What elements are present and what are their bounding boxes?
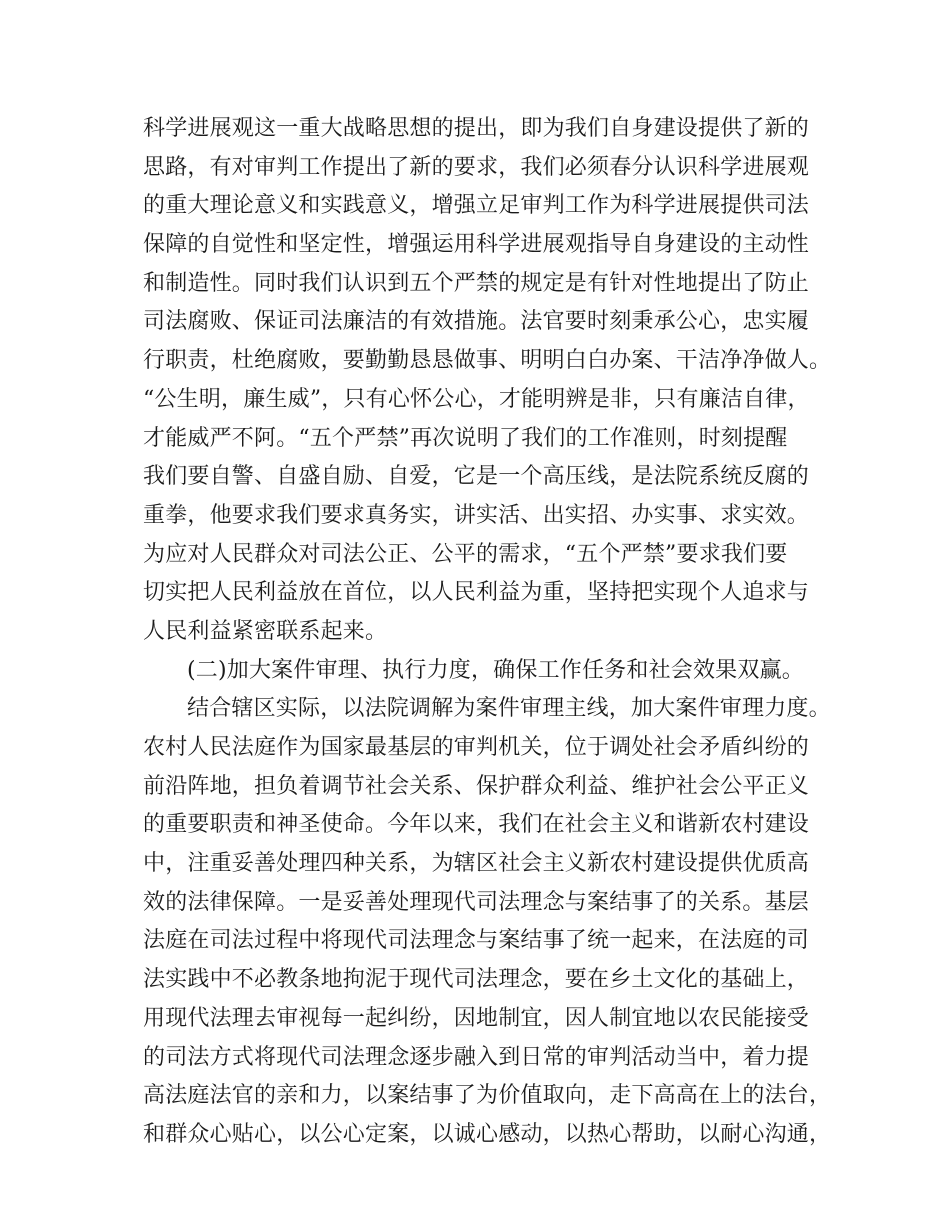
text-line: 法庭在司法过程中将现代司法理念与案结事了统一起来，在法庭的司 xyxy=(143,928,810,954)
text-line: 我们要自警、自盛自励、自爱，它是一个高压线，是法院系统反腐的 xyxy=(143,464,810,490)
text-line: 才能威严不阿。“五个严禁”再次说明了我们的工作准则，时刻提醒 xyxy=(143,425,788,451)
text-line: 切实把人民利益放在首位，以人民利益为重，坚持把实现个人追求与 xyxy=(143,580,810,606)
text-line: 行职责，杜绝腐败，要勤勤恳恳做事、明明白白办案、干洁净净做人。 xyxy=(143,348,832,374)
paragraph-first-line: 结合辖区实际，以法院调解为案件审理主线，加大案件审理力度。 xyxy=(187,696,831,722)
section-heading: (二)加大案件审理、执行力度，确保工作任务和社会效果双赢。 xyxy=(187,657,804,683)
text-line: 前沿阵地，担负着调节社会关系、保护群众利益、维护社会公平正义 xyxy=(143,773,810,799)
text-line: 的重要职责和神圣使命。今年以来，我们在社会主义和谐新农村建设 xyxy=(143,812,810,838)
text-line: 重拳，他要求我们要求真务实，讲实活、出实招、办实事、求实效。 xyxy=(143,502,810,528)
text-line: 思路，有对审判工作提出了新的要求，我们必须春分认识科学进展观 xyxy=(143,154,810,180)
text-line: 司法腐败、保证司法廉洁的有效措施。法官要时刻秉承公心，忠实履 xyxy=(143,309,810,335)
text-line: 保障的自觉性和坚定性，增强运用科学进展观指导自身建设的主动性 xyxy=(143,232,810,258)
text-line: 农村人民法庭作为国家最基层的审判机关，位于调处社会矛盾纠纷的 xyxy=(143,735,810,760)
text-line: 的重大理论意义和实践意义，增强立足审判工作为科学进展提供司法 xyxy=(143,193,810,219)
text-line: 为应对人民群众对司法公正、公平的需求，“五个严禁”要求我们要 xyxy=(143,541,788,567)
text-line: 和群众心贴心，以公心定案，以诚心感动，以热心帮助，以耐心沟通， xyxy=(143,1121,832,1147)
text-line: 科学进展观这一重大战略思想的提出，即为我们自身建设提供了新的 xyxy=(143,116,810,141)
text-line: 的司法方式将现代司法理念逐步融入到日常的审判活动当中，着力提 xyxy=(143,1044,810,1070)
text-line: 法实践中不必教条地拘泥于现代司法理念，要在乡土文化的基础上， xyxy=(143,967,810,993)
text-line: 中，注重妥善处理四种关系，为辖区社会主义新农村建设提供优质高 xyxy=(143,851,810,877)
body-text xyxy=(143,110,833,1155)
text-line: 和制造性。同时我们认识到五个严禁的规定是有针对性地提出了防止 xyxy=(143,270,810,296)
text-line: 人民利益紧密联系起来。 xyxy=(143,618,388,644)
text-line: 高法庭法官的亲和力，以案结事了为价值取向，走下高高在上的法台， xyxy=(143,1083,832,1109)
text-line: 用现代法理去审视每一起纠纷，因地制宜，因人制宜地以农民能接受 xyxy=(143,1005,810,1031)
text-line: “公生明，廉生威”，只有心怀公心，才能明辨是非，只有廉洁自律， xyxy=(143,386,810,412)
text-line: 效的法律保障。一是妥善处理现代司法理念与案结事了的关系。基层 xyxy=(143,889,810,915)
